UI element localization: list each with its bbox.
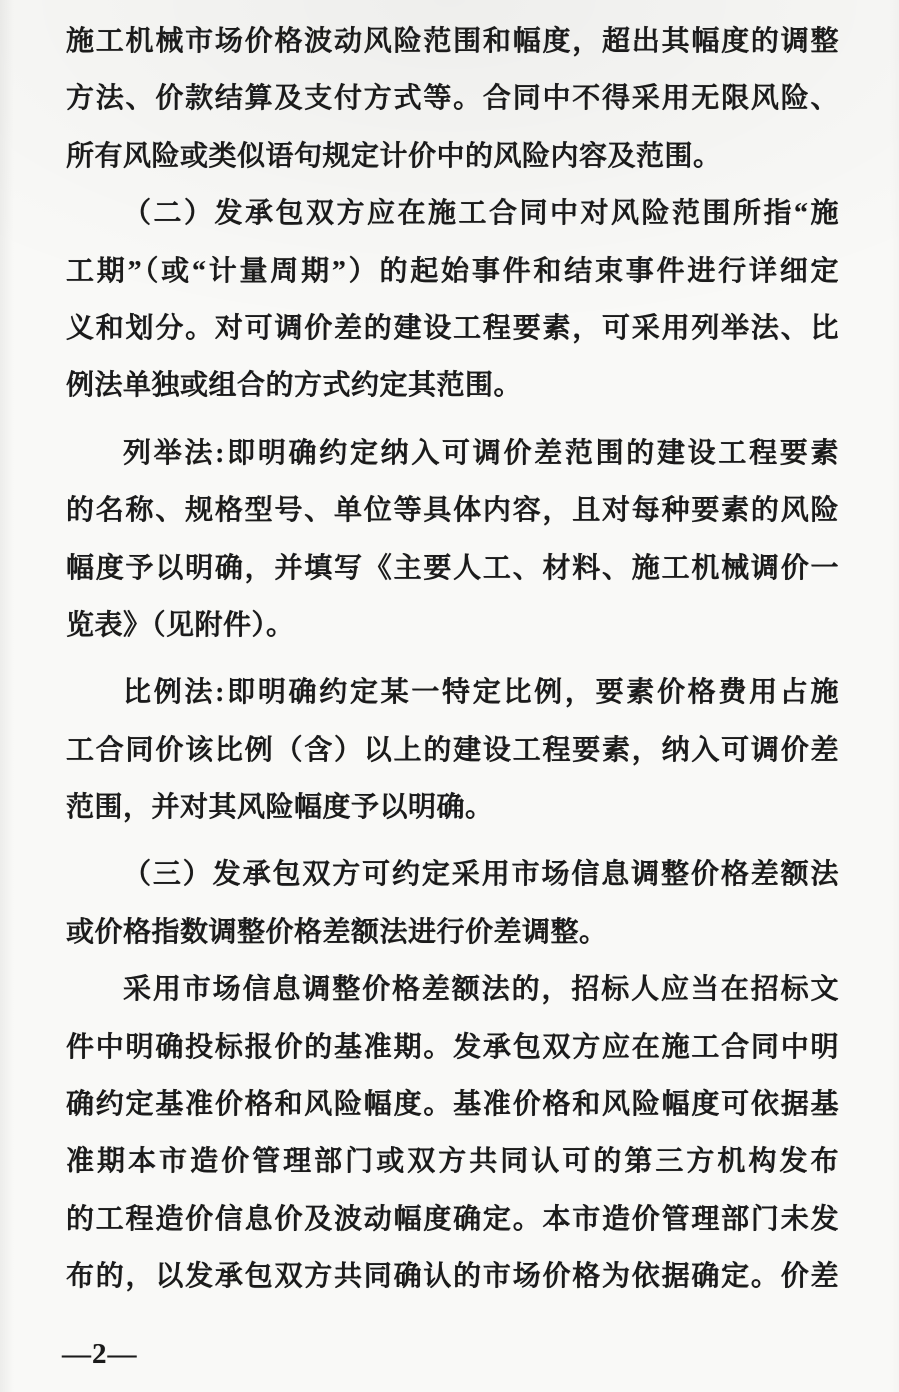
text-line: 幅度予以明确，并填写《主要人工、材料、施工机械调价一 (66, 552, 839, 584)
text-line: 所有风险或类似语句规定计价中的风险内容及范围。 (66, 140, 722, 172)
para-item-3 (66, 846, 839, 961)
text-line: （二）发承包双方应在施工合同中对风险范围所指“施 (123, 198, 839, 230)
text-line: （三）发承包双方可约定采用市场信息调整价格差额法 (123, 859, 839, 891)
text-line: 览表》（见附件）。 (66, 609, 295, 641)
text-line: 比例法:即明确约定某一特定比例，要素价格费用占施 (123, 677, 839, 709)
text-line: 范围，并对其风险幅度予以明确。 (66, 792, 494, 824)
text-line: 件中明确投标报价的基准期。发承包双方应在施工合同中明 (66, 1031, 839, 1063)
text-line: 确约定基准价格和风险幅度。基准价格和风险幅度可依据基 (66, 1089, 839, 1121)
text-block (66, 13, 839, 1306)
para-market-info-method (66, 961, 839, 1305)
para-risk-scope-continued (66, 13, 839, 185)
text-line: 准期本市造价管理部门或双方共同认可的第三方机构发布 (66, 1146, 839, 1178)
text-line: 布的，以发承包双方共同确认的市场价格为依据确定。价差 (66, 1261, 839, 1293)
para-item-2 (66, 185, 839, 415)
text-line: 义和划分。对可调价差的建设工程要素，可采用列举法、比 (66, 312, 839, 344)
text-line: 工期”（或“计量周期”）的起始事件和结束事件进行详细定 (66, 255, 839, 287)
text-line: 工合同价该比例（含）以上的建设工程要素，纳入可调价差 (66, 734, 839, 766)
para-proportion-method (66, 664, 839, 836)
page-number: —2— (62, 1338, 138, 1370)
text-line: 方法、价款结算及支付方式等。合同中不得采用无限风险、 (66, 83, 839, 115)
text-line: 的工程造价信息价及波动幅度确定。本市造价管理部门未发 (66, 1203, 839, 1235)
text-line: 列举法:即明确约定纳入可调价差范围的建设工程要素 (123, 437, 839, 469)
text-line: 采用市场信息调整价格差额法的，招标人应当在招标文 (123, 974, 839, 1006)
text-line: 施工机械市场价格波动风险范围和幅度，超出其幅度的调整 (66, 26, 839, 57)
text-line: 或价格指数调整价格差额法进行价差调整。 (66, 916, 608, 948)
para-enumeration-method (66, 425, 839, 655)
text-line: 例法单独或组合的方式约定其范围。 (66, 370, 523, 402)
text-line: 的名称、规格型号、单位等具体内容，且对每种要素的风险 (66, 495, 839, 527)
